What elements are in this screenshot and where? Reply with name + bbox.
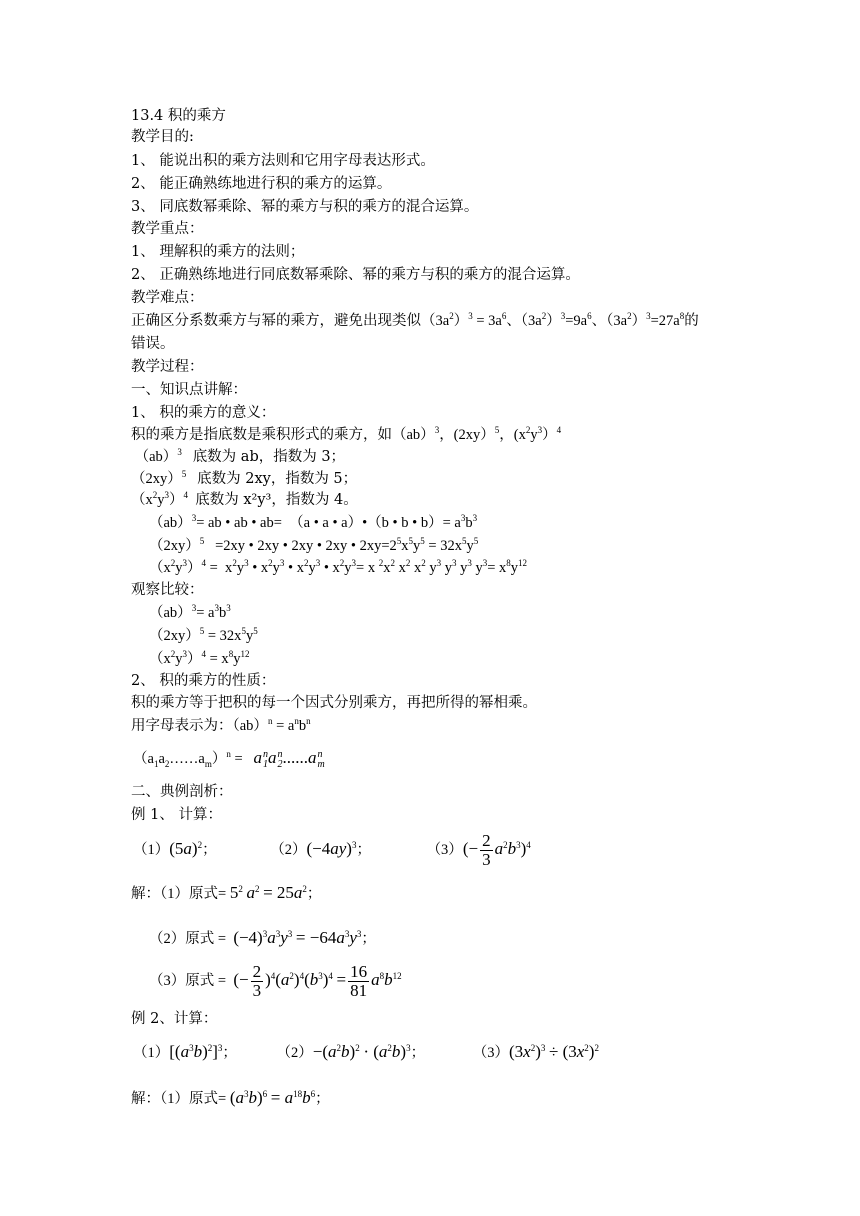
example-x2y3-desc: 底数为 x²y³，指数为 4。 [195,492,358,508]
goals-heading: 教学目的: [131,129,194,145]
solution-prefix: 解： [131,886,160,902]
solution-1-1: 解：（1）原式= $5^2$ $a^2 = 25a^2$； [131,883,322,902]
example-ab-expr: （ab）$^3$ [131,447,182,465]
compare-ab: $(ab)^3= a^3b^3$ [149,603,231,621]
difficulty-math: $(3a^2)^3 = 3a^6$、$(3a^2)^3=9a^6$、$(3a^2)^3=27a^8$ [421,311,685,329]
expand-ab: （ab）$^3$= ab • ab • ab= （a • a • a）•（b • b • $b)= a^3b^3$ [149,513,478,531]
orig-label: 原式= [189,1091,227,1107]
example-1-problems: $(1)(5a)^2$； $(2)(-4ay)^3$； （3）(− $\frac{2}{3}$ $a^2b^3)^4$ [133,831,531,869]
example-2xy-line [131,469,357,489]
example-x2y3-line [131,490,358,510]
expand-x2y3: $(x^2y^3)^4 = x^2y^3$ • $x^2y^3$ • $x^2y^3$ • $x^2y^3= x$ $^2x^2$ $x^2$ $x^2$ $y^3$ $y^3$ $y^3$ $y^3= x^8y^{12}$ [149,558,528,576]
letter-form-line [131,716,311,736]
difficulty-end: 的 [684,313,699,329]
difficulty-heading: 教学难点： [131,290,204,306]
example-ab-line [131,447,345,467]
difficulty-text [131,311,699,331]
letter-form-label: 用字母表示为： [131,718,233,734]
letter-form-formula: $(ab)^n = a^nb^n$ [232,716,311,734]
example-2xy-expr: $(2xy)^5$ [131,469,187,487]
compare-2xy: $(2xy)^5 = 32x^5y^5$ [149,626,258,644]
section-2-heading: 二、典例剖析： [131,784,233,800]
key-item-2: 2、 正确熟练地进行同底数幂乘除、幂的乘方与积的乘方的混合运算。 [131,267,580,283]
meaning-examples: （ab）$^3$，(2xy）$^5$，$(x^2y^3)^4$ [392,425,562,443]
observe-heading: 观察比较： [131,582,204,598]
property-text: 积的乘方等于把积的每一个因式分别乘方，再把所得的幂相乘。 [131,695,537,711]
example-x2y3-expr: $(x^2y^3)^4$ [131,490,188,508]
difficulty-cont: 错误。 [131,336,175,352]
difficulty-intro: 正确区分系数乘方与幂的乘方，避免出现类似 [131,313,421,329]
subsection-2-heading: 2、 积的乘方的性质： [131,673,276,689]
example-2-problems: $(1)[(a^3b)^2]^3$； $(2)-(a^2b)^2 \cdot (a^2b)^3$； $(3)(3x^2)^3 \div (3x^2)^2$ [133,1042,599,1061]
meaning-intro: 积的乘方是指底数是乘积形式的乘方，如 [131,427,392,443]
compare-x2y3: $(x^2y^3)^4 = x^8y^{12}$ [149,649,250,667]
subsection-1-heading: 1、 积的乘方的意义： [131,405,276,421]
general-form-formula: $(a_1a_2\dots\dots a_m)^n = a$ n 1 a n 2 ......a n m [133,748,325,770]
solution-2-1: 解：（1）原式= $(a^3b)^6 = a^{18}b^6$； [131,1088,330,1107]
expand-2xy: $(2xy)^5 =2xy$ • 2xy • 2xy • 2xy • $2xy=2^5x^5y^5 = 32x^5y^5$ [149,536,479,554]
orig-label: 原式 = [185,931,227,947]
key-item-1: 1、 理解积的乘方的法则； [131,244,305,260]
solution-1-3: （3）原式 = (− $\frac{2}{3}$ )$^4(a^2)^4(b^3)^4$ = $\frac{16}{81}$ $a^8b^{12}$ [149,962,402,1001]
meaning-line [131,425,561,445]
orig-label: 原式= [189,886,227,902]
example-ab-desc: 底数为 ab，指数为 3； [192,449,346,465]
goal-item-3: 3、 同底数幂乘除、幂的乘方与积的乘方的混合运算。 [131,199,479,215]
example-2-heading: 例 2、计算： [131,1011,218,1027]
section-1-heading: 一、知识点讲解： [131,382,247,398]
example-2xy-desc: 底数为 2xy，指数为 5； [197,471,358,487]
process-heading: 教学过程： [131,359,204,375]
orig-label: 原式 = [185,973,227,989]
lesson-title: 13.4 积的乘方 [131,108,226,124]
goal-item-2: 2、 能正确熟练地进行积的乘方的运算。 [131,176,392,192]
solution-prefix: 解： [131,1091,160,1107]
key-heading: 教学重点： [131,221,204,237]
solution-1-2: （2）原式 = $(-4)^3a^3y^3 = -64a^3y^3$； [149,928,376,947]
example-1-heading: 例 1、 计算： [131,807,222,823]
goal-item-1: 1、 能说出积的乘方法则和它用字母表达形式。 [131,153,435,169]
